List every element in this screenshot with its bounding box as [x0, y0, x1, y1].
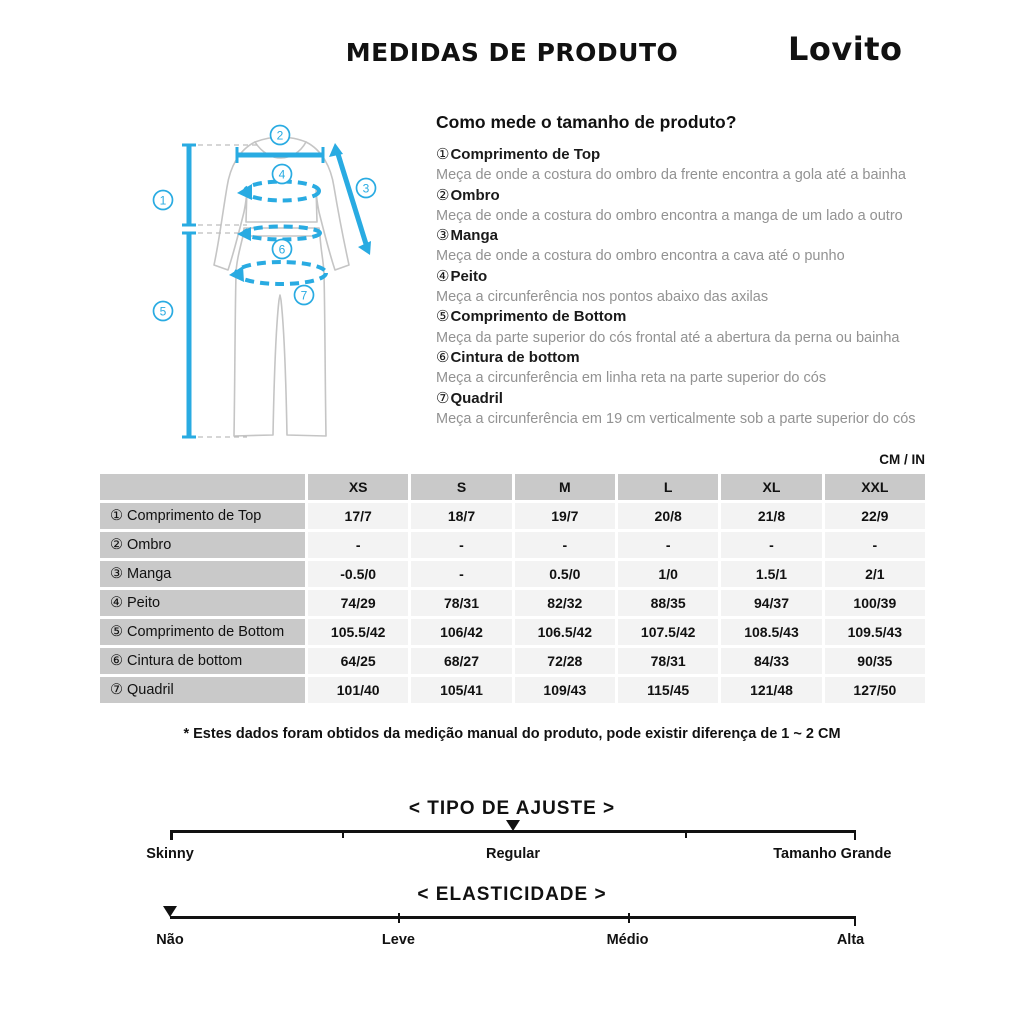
instruction-label: Quadril: [450, 389, 503, 407]
instruction-num: ⑦: [436, 389, 450, 407]
elasticity-scale: [156, 906, 865, 948]
callout-7: 7: [300, 288, 308, 303]
size-table: [100, 474, 925, 703]
instruction-desc: Meça a circunferência em linha reta na parte superior do cós: [436, 370, 827, 387]
scale-tick: [342, 830, 344, 838]
table-cell: 105.5/42: [308, 619, 408, 645]
instruction-desc: Meça a circunferência nos pontos abaixo das axilas: [436, 289, 769, 306]
table-cell: 78/31: [618, 648, 718, 674]
row-label: ② Ombro: [100, 532, 305, 558]
fit-label-regular: Regular: [486, 846, 540, 862]
row-label: ④ Peito: [100, 590, 305, 616]
column-header-xs: XS: [308, 474, 408, 500]
instruction-num: ②: [436, 186, 450, 204]
fit-label-tamanho-grande: Tamanho Grande: [773, 846, 892, 862]
brand-logo: Lovito: [788, 30, 903, 68]
fit-marker-icon: [506, 820, 520, 831]
elasticity-label-medio: Médio: [606, 932, 649, 948]
instruction-num: ⑥: [436, 348, 450, 366]
instructions-heading: Como mede o tamanho de produto?: [436, 112, 737, 132]
table-cell: 21/8: [721, 503, 821, 529]
table-cell: -: [721, 532, 821, 558]
fit-scale-title: < TIPO DE AJUSTE >: [408, 798, 616, 819]
table-cell: 0.5/0: [515, 561, 615, 587]
table-cell: 64/25: [308, 648, 408, 674]
table-cell: 106/42: [411, 619, 511, 645]
column-header-xxl: XXL: [825, 474, 925, 500]
unit-note: CM / IN: [879, 452, 925, 467]
elasticity-label-leve: Leve: [381, 932, 415, 948]
table-cell: 18/7: [411, 503, 511, 529]
table-cell: 19/7: [515, 503, 615, 529]
table-cell: -: [411, 532, 511, 558]
measure-instructions: [436, 112, 936, 429]
instruction-item: [436, 145, 936, 186]
table-cell: 82/32: [515, 590, 615, 616]
fit-label-skinny: Skinny: [146, 846, 194, 862]
instruction-item: [436, 186, 936, 227]
garment-measurement-diagram: [130, 112, 420, 462]
instruction-num: ③: [436, 227, 450, 245]
table-cell: -: [825, 532, 925, 558]
table-cell: 109.5/43: [825, 619, 925, 645]
instruction-desc: Meça de onde a costura do ombro encontra a cava até o punho: [436, 248, 845, 265]
table-cell: 74/29: [308, 590, 408, 616]
table-cell: 105/41: [411, 677, 511, 703]
row-label: ⑦ Quadril: [100, 677, 305, 703]
instruction-desc: Meça a circunferência em 19 cm verticalmente sob a parte superior do cós: [436, 410, 916, 427]
row-label: ① Comprimento de Top: [100, 503, 305, 529]
table-cell: 20/8: [618, 503, 718, 529]
instruction-desc: Meça da parte superior do cós frontal até a abertura da perna ou bainha: [436, 329, 900, 346]
table-cell: -: [308, 532, 408, 558]
instruction-label: Peito: [450, 267, 488, 285]
table-cell: -: [411, 561, 511, 587]
table-cell: 72/28: [515, 648, 615, 674]
instruction-label: Cintura de bottom: [450, 348, 580, 366]
instruction-num: ⑤: [436, 308, 450, 326]
instruction-item: [436, 267, 936, 308]
scale-tick: [685, 830, 687, 838]
scale-endcap: [854, 830, 857, 840]
table-cell: 90/35: [825, 648, 925, 674]
table-cell: 109/43: [515, 677, 615, 703]
instruction-item: [436, 348, 936, 389]
instruction-label: Comprimento de Bottom: [450, 308, 627, 326]
table-cell: 106.5/42: [515, 619, 615, 645]
instruction-label: Comprimento de Top: [450, 146, 601, 163]
table-cell: -: [618, 532, 718, 558]
table-cell: 94/37: [721, 590, 821, 616]
table-cell: -: [515, 532, 615, 558]
page-title: MEDIDAS DE PRODUTO: [345, 38, 679, 67]
instruction-num: ④: [436, 267, 450, 285]
measurement-marks: [182, 143, 371, 437]
table-cell: 100/39: [825, 590, 925, 616]
scale-tick: [628, 913, 630, 923]
table-cell: 78/31: [411, 590, 511, 616]
row-label: ⑤ Comprimento de Bottom: [100, 619, 305, 645]
table-cell: 1.5/1: [721, 561, 821, 587]
table-cell: 88/35: [618, 590, 718, 616]
column-header-m: M: [515, 474, 615, 500]
table-cell: 121/48: [721, 677, 821, 703]
table-cell: 2/1: [825, 561, 925, 587]
table-cell: 107.5/42: [618, 619, 718, 645]
table-cell: 115/45: [618, 677, 718, 703]
table-cell: 127/50: [825, 677, 925, 703]
elasticity-label-alta: Alta: [836, 932, 865, 948]
instruction-item: [436, 307, 936, 348]
elasticity-scale-title: < ELASTICIDADE >: [417, 884, 607, 905]
table-cell: 1/0: [618, 561, 718, 587]
column-header-xl: XL: [721, 474, 821, 500]
measurement-disclaimer: * Estes dados foram obtidos da medição manual do produto, pode existir diferença de 1 ~ 2 CM: [183, 726, 841, 742]
instruction-label: Manga: [450, 227, 498, 245]
table-cell: 22/9: [825, 503, 925, 529]
instruction-desc: Meça de onde a costura do ombro da frente encontra a gola até a bainha: [436, 167, 906, 184]
callout-1: 1: [159, 193, 167, 208]
table-cell: 101/40: [308, 677, 408, 703]
row-label: ⑥ Cintura de bottom: [100, 648, 305, 674]
column-header-l: L: [618, 474, 718, 500]
scale-tick: [398, 913, 400, 923]
instruction-item: [436, 226, 936, 267]
instruction-desc: Meça de onde a costura do ombro encontra a manga de um lado a outro: [436, 207, 903, 224]
callout-2: 2: [276, 128, 284, 143]
elasticity-scale-line: [170, 916, 856, 919]
instruction-num: ①: [436, 146, 450, 163]
table-cell: 84/33: [721, 648, 821, 674]
instruction-label: Ombro: [450, 186, 500, 204]
table-cell: 68/27: [411, 648, 511, 674]
table-cell: -0.5/0: [308, 561, 408, 587]
instruction-item: [436, 389, 936, 430]
elasticity-label-nao: Não: [156, 932, 184, 948]
table-cell: 17/7: [308, 503, 408, 529]
scale-endcap: [854, 916, 857, 926]
fit-scale: [146, 820, 892, 862]
callout-6: 6: [278, 242, 286, 257]
callout-4: 4: [278, 167, 286, 182]
table-cell: 108.5/43: [721, 619, 821, 645]
scale-endcap: [170, 830, 173, 840]
elasticity-marker-icon: [163, 906, 177, 917]
callout-5: 5: [159, 304, 167, 319]
table-corner-cell: [100, 474, 305, 500]
row-label: ③ Manga: [100, 561, 305, 587]
column-header-s: S: [411, 474, 511, 500]
callout-3: 3: [362, 181, 370, 196]
